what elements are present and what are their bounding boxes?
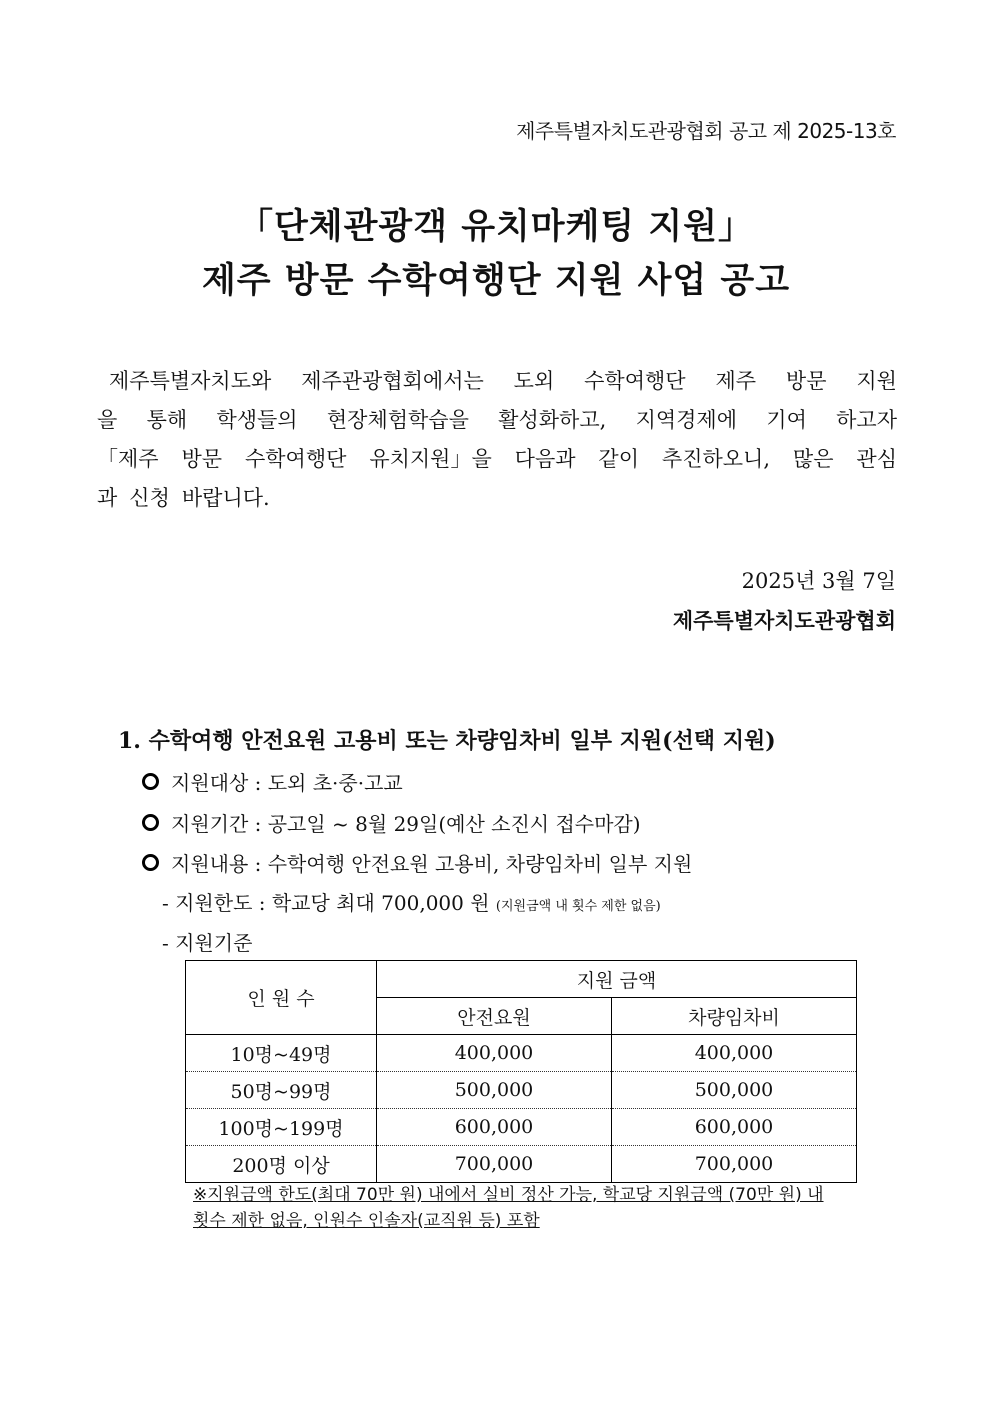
intro-word: 을	[97, 408, 118, 432]
header-vehicle-rental: 차량임차비	[612, 998, 857, 1035]
intro-word: 추진하오니,	[661, 447, 771, 471]
cell-vehicle: 700,000	[612, 1146, 857, 1183]
title-line-2: 제주 방문 수학여행단 지원 사업 공고	[201, 261, 791, 301]
intro-word: 현장체험학습을	[326, 408, 469, 432]
cell-safety: 500,000	[377, 1072, 612, 1109]
intro-word: 지역경제에	[635, 408, 737, 432]
circle-bullet-icon	[142, 814, 159, 831]
intro-word: 도외	[513, 369, 555, 393]
header-amount-group: 지원 금액	[377, 961, 857, 998]
intro-word: 과	[97, 486, 118, 510]
footnote-line-2: 횟수 제한 없음, 인원수 인솔자(교직원 등) 포함	[193, 1211, 540, 1231]
intro-word: 학생들의	[216, 408, 298, 432]
support-limit	[162, 887, 661, 916]
intro-word: 지원	[856, 369, 897, 393]
intro-word: 제주특별자치도와	[109, 369, 272, 393]
header-safety-staff: 안전요원	[377, 998, 612, 1035]
bullet-target	[142, 767, 403, 796]
intro-line-3	[97, 440, 897, 479]
intro-word: 관심	[856, 447, 897, 471]
intro-word: 바랍니다.	[181, 486, 270, 510]
intro-word: 방문	[181, 447, 223, 471]
table-row	[186, 1072, 857, 1109]
intro-word: 같이	[598, 447, 639, 471]
table-row	[186, 1035, 857, 1072]
support-limit-note: (지원금액 내 횟수 제한 없음)	[495, 899, 661, 914]
cell-safety: 400,000	[377, 1035, 612, 1072]
notice-date: 2025년 3월 7일	[741, 569, 896, 593]
criteria-table	[185, 960, 857, 1183]
table-header-row	[186, 961, 857, 998]
bullet-text: 지원내용 : 수학여행 안전요원 고용비, 차량임차비 일부 지원	[171, 852, 693, 876]
intro-line-2	[97, 401, 897, 440]
bullet-text: 지원대상 : 도외 초·중·고교	[171, 771, 403, 795]
intro-word: 많은	[792, 447, 834, 471]
notice-number: 제주특별자치도관광협회 공고 제 2025-13호	[516, 119, 896, 143]
intro-line-1	[97, 362, 897, 401]
intro-word: 신청	[129, 486, 170, 510]
cell-people: 50명~99명	[186, 1072, 377, 1109]
cell-vehicle: 400,000	[612, 1035, 857, 1072]
intro-word: 「제주	[97, 447, 159, 471]
cell-safety: 700,000	[377, 1146, 612, 1183]
intro-word: 다음과	[514, 447, 576, 471]
title-line-1: 「단체관광객 유치마케팅 지원」	[237, 207, 755, 247]
intro-word: 통해	[146, 408, 188, 432]
intro-word: 하고자	[836, 408, 897, 432]
organization-name: 제주특별자치도관광협회	[672, 608, 896, 633]
circle-bullet-icon	[142, 773, 159, 790]
table-footnote	[193, 1182, 853, 1234]
footnote-line-1: ※지원금액 한도(최대 70만 원) 내에서 실비 정산 가능, 학교당 지원금액 (70만 원) 내	[193, 1185, 824, 1205]
intro-word: 수학여행단	[244, 447, 347, 471]
intro-word: 활성화하고,	[498, 408, 607, 432]
circle-bullet-icon	[142, 854, 159, 871]
bullet-text: 지원기간 : 공고일 ~ 8월 29일(예산 소진시 접수마감)	[171, 812, 641, 836]
header-people: 인 원 수	[186, 961, 377, 1035]
criteria-label: - 지원기준	[162, 931, 253, 955]
bullet-period	[142, 808, 641, 837]
intro-word: 방문	[785, 369, 827, 393]
support-limit-text: - 지원한도 : 학교당 최대 700,000 원	[162, 891, 490, 915]
intro-word: 기여	[766, 408, 807, 432]
cell-people: 10명~49명	[186, 1035, 377, 1072]
cell-vehicle: 500,000	[612, 1072, 857, 1109]
intro-line-4	[97, 479, 897, 518]
intro-word: 유치지원」을	[369, 447, 492, 471]
cell-people: 100명~199명	[186, 1109, 377, 1146]
cell-people: 200명 이상	[186, 1146, 377, 1183]
intro-paragraph	[97, 362, 897, 518]
intro-word: 제주	[715, 369, 757, 393]
page-title	[0, 200, 992, 308]
intro-word: 제주관광협회에서는	[301, 369, 484, 393]
cell-vehicle: 600,000	[612, 1109, 857, 1146]
intro-word: 수학여행단	[584, 369, 686, 393]
bullet-content	[142, 848, 692, 877]
cell-safety: 600,000	[377, 1109, 612, 1146]
section-1-heading: 1. 수학여행 안전요원 고용비 또는 차량임차비 일부 지원(선택 지원)	[118, 728, 776, 754]
table-row	[186, 1109, 857, 1146]
table-row	[186, 1146, 857, 1183]
